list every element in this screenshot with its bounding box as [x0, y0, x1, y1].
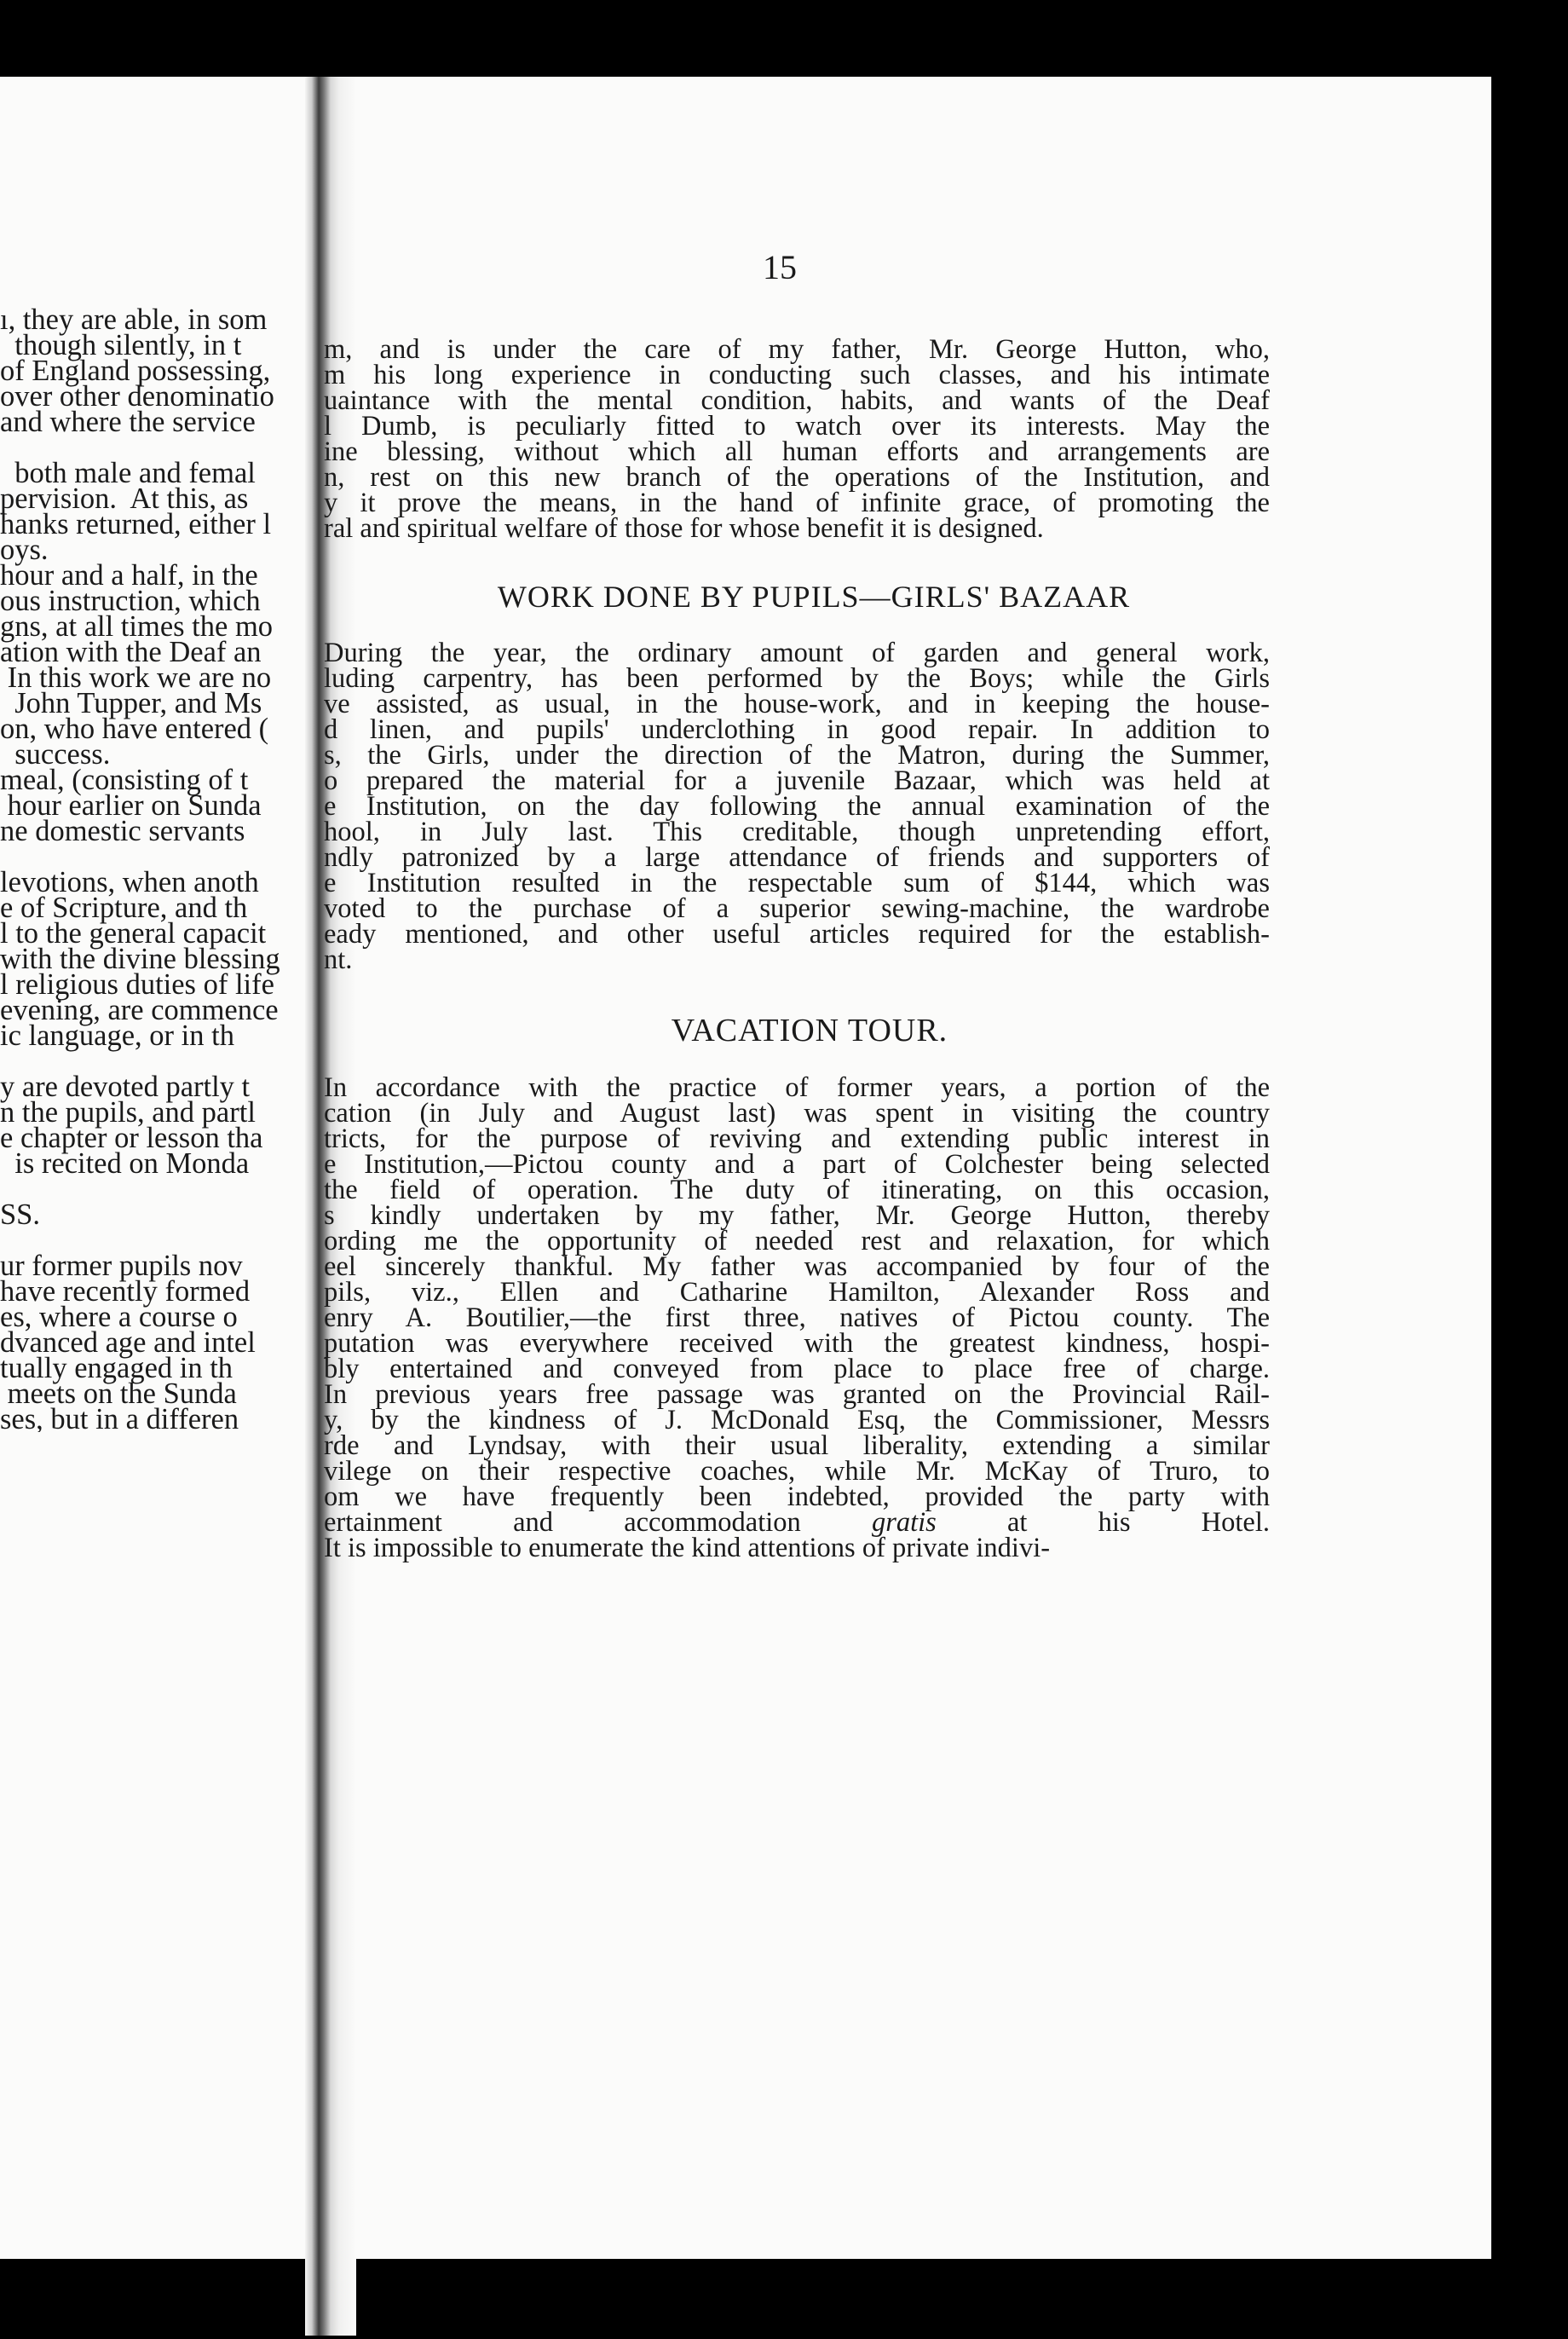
left-text-line: have recently formed [0, 1275, 251, 1308]
intro-paragraph [324, 334, 1270, 544]
text-line: enry A. Boutilier,—the first three, natives of Pictou county. The [324, 1302, 1270, 1333]
left-text-line: and where the service [0, 406, 256, 438]
text-line: ine blessing, without which all human efforts and arrangements are [324, 436, 1270, 467]
left-text-line: over other denominatio [0, 380, 274, 413]
text-line: n, rest on this new branch of the operations of the Institution, and [324, 462, 1270, 493]
left-text-line: though silently, in t [0, 329, 242, 361]
left-text-line: pervision. At this, as [0, 482, 249, 515]
left-text-line: ne domestic servants [0, 815, 245, 847]
left-text-line: of England possessing, [0, 355, 271, 387]
left-text-line: ous instruction, which [0, 585, 261, 617]
text-line: ording me the opportunity of needed rest and relaxation, for which [324, 1226, 1270, 1256]
text-line: y, by the kindness of J. McDonald Esq, the Commissioner, Messrs [324, 1405, 1270, 1435]
text-line: putation was everywhere received with the greatest kindness, hospi- [324, 1328, 1270, 1359]
left-text-line: dvanced age and intel [0, 1326, 256, 1359]
text-line: In previous years free passage was granted on the Provincial Rail- [324, 1379, 1270, 1410]
left-text-line: es, where a course o [0, 1301, 238, 1333]
left-text-line: with the divine blessing [0, 943, 280, 975]
text-line: l Dumb, is peculiarly fitted to watch over its interests. May the [324, 411, 1270, 442]
text-line: e Institution,—Pictou county and a part of Colchester being selected [324, 1149, 1270, 1180]
left-text-line: levotions, when anoth [0, 866, 259, 898]
text-line: uaintance with the mental condition, habits, and wants of the Deaf [324, 385, 1270, 416]
text-line: rde and Lyndsay, with their usual liberality, extending a similar [324, 1430, 1270, 1461]
text-line: om we have frequently been indebted, provided the party with [324, 1481, 1270, 1512]
left-text-line: hour and a half, in the [0, 559, 258, 592]
left-text-line: gns, at all times the mo [0, 610, 274, 643]
left-text-line: ur former pupils nov [0, 1250, 243, 1282]
page-number: 15 [763, 248, 797, 286]
text-line: In accordance with the practice of former years, a portion of the [324, 1072, 1270, 1103]
text-line: ertainment and accommodation gratis at his Hotel. [324, 1507, 1270, 1538]
text-line: tricts, for the purpose of reviving and extending public interest in [324, 1123, 1270, 1154]
text-line: e Institution, on the day following the annual examination of the [324, 791, 1270, 822]
text-line: pils, viz., Ellen and Catharine Hamilton, Alexander Ross and [324, 1277, 1270, 1308]
text-line: bly entertained and conveyed from place to place free of charge. [324, 1354, 1270, 1384]
text-line: y it prove the means, in the hand of infinite grace, of promoting the [324, 488, 1270, 518]
left-text-line: ation with the Deaf an [0, 636, 262, 668]
left-text-line: SS. [0, 1198, 40, 1231]
left-text-line: l religious duties of life [0, 968, 274, 1001]
text-line: hool, in July last. This creditable, though unpretending effort, [324, 817, 1270, 847]
left-text-line: ı, they are able, in som [0, 307, 268, 336]
left-text-line: ses, but in a differen [0, 1403, 239, 1432]
left-text-line: hour earlier on Sunda [0, 789, 262, 822]
left-text-line: evening, are commence [0, 994, 279, 1026]
text-line: the field of operation. The duty of itinerating, on this occasion, [324, 1175, 1270, 1205]
text-line: It is impossible to enumerate the kind attentions of private indivi- [324, 1533, 1051, 1563]
left-text-line: hanks returned, either l [0, 508, 272, 540]
text-line: eel sincerely thankful. My father was accompanied by four of the [324, 1251, 1270, 1282]
text-line: ral and spiritual welfare of those for whose benefit it is designed. [324, 513, 1044, 544]
left-text-line: l to the general capacit [0, 917, 267, 950]
text-line: ve assisted, as usual, in the house-work, and in keeping the house- [324, 689, 1270, 719]
text-line: luding carpentry, has been performed by the Boys; while the Girls [324, 663, 1270, 694]
left-blank-line [0, 1176, 337, 1202]
text-line: nt. [324, 944, 353, 975]
text-line: e Institution resulted in the respectable sum of $144, which was [324, 868, 1270, 898]
left-text-line: e of Scripture, and th [0, 892, 248, 924]
left-text-line: y are devoted partly t [0, 1071, 251, 1103]
left-text-line: meal, (consisting of t [0, 764, 249, 796]
text-line: s kindly undertaken by my father, Mr. George Hutton, thereby [324, 1200, 1270, 1231]
left-text-line: ic language, or in th [0, 1019, 234, 1052]
left-text-line: oys. [0, 534, 49, 566]
left-text-line: on, who have entered ( [0, 713, 269, 745]
right-page-column [324, 334, 1270, 1563]
left-text-line: In this work we are no [0, 661, 272, 694]
text-line: During the year, the ordinary amount of garden and general work, [324, 638, 1270, 668]
text-line: d linen, and pupils' underclothing in good repair. In addition to [324, 714, 1270, 745]
left-text-line: success. [0, 738, 111, 771]
left-text-line: meets on the Sunda [0, 1377, 237, 1410]
left-text-line: n the pupils, and partl [0, 1096, 256, 1129]
left-text-line: both male and femal [0, 457, 256, 489]
text-line: eady mentioned, and other useful articles required for the establish- [324, 919, 1270, 950]
text-line: m his long experience in conducting such classes, and his intimate [324, 360, 1270, 390]
scan-top-border [0, 0, 1568, 77]
heading-vacation-tour: VACATION TOUR. [671, 1013, 948, 1048]
left-text-line: tually engaged in th [0, 1352, 233, 1384]
text-line: voted to the purchase of a superior sewing-machine, the wardrobe [324, 893, 1270, 924]
left-page-column [0, 307, 337, 1432]
left-text-line: is recited on Monda [0, 1147, 250, 1180]
text-line: cation (in July and August last) was spent in visiting the country [324, 1098, 1270, 1129]
text-line: s, the Girls, under the direction of the Matron, during the Summer, [324, 740, 1270, 771]
left-text-line: e chapter or lesson tha [0, 1122, 263, 1154]
heading-work-done: WORK DONE BY PUPILS—GIRLS' BAZAAR [497, 580, 1131, 614]
text-line: ndly patronized by a large attendance of friends and supporters of [324, 842, 1270, 873]
work-paragraph [324, 640, 1270, 973]
text-line: o prepared the material for a juvenile Bazaar, which was held at [324, 765, 1270, 796]
vacation-paragraph [324, 1072, 1270, 1563]
left-text-line: John Tupper, and Ms [0, 687, 262, 719]
text-line: m, and is under the care of my father, Mr. George Hutton, who, [324, 334, 1270, 365]
text-line: vilege on their respective coaches, while Mr. McKay of Truro, to [324, 1456, 1270, 1487]
